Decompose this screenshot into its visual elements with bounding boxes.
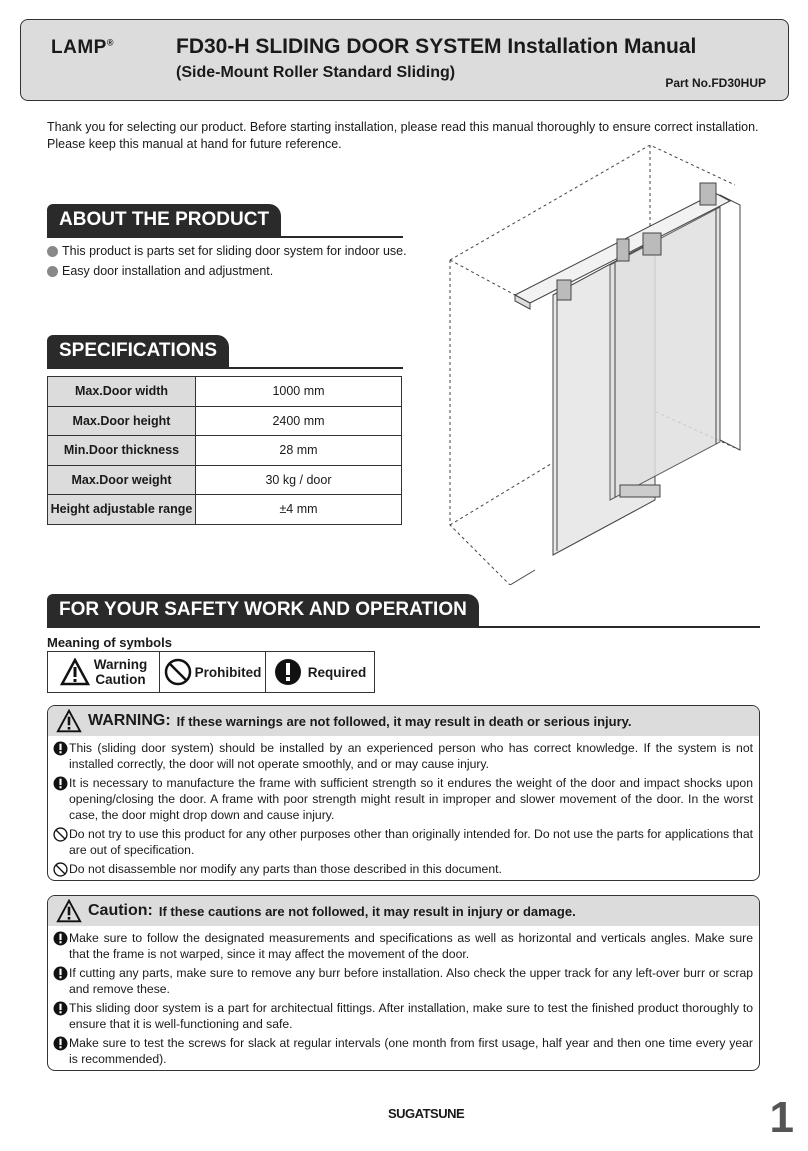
spec-label: Min.Door thickness xyxy=(48,436,196,466)
required-symbol xyxy=(266,652,374,692)
list-item-text: This (sliding door system) should be installed by an experienced person who has correct knowledge. If the system is not installed correctly, the door will not operate smoothly, and or may cause injury. xyxy=(69,741,753,771)
specs-heading: SPECIFICATIONS xyxy=(47,335,229,367)
header-banner xyxy=(20,19,789,101)
list-item-text: It is necessary to manufacture the frame with sufficient strength so it endures the weight of the door and impact shocks upon opening/closing the door. A frame with poor strength might result in improper and slower movement of the door. In the worst case, the door might drop down and cause injury. xyxy=(69,776,753,822)
list-item-text: This sliding door system is a part for architectual fittings. After installation, make sure to test the finished product thoroughly to ensure that it is well-functioning and safe. xyxy=(69,1001,753,1031)
caution-box-header xyxy=(48,896,759,926)
about-item: This product is parts set for sliding door system for indoor use. xyxy=(47,241,407,261)
table-row xyxy=(48,436,402,466)
required-icon xyxy=(52,741,69,756)
list-item-text: Make sure to test the screws for slack at regular intervals (one month from first usage, half year and then one time every year is recommended). xyxy=(69,1036,753,1066)
about-divider xyxy=(47,236,403,238)
logo-registered-mark: ® xyxy=(106,37,114,48)
bullet-icon xyxy=(47,266,58,277)
spec-value: ±4 mm xyxy=(196,495,402,525)
warning-subtitle: If these warnings are not followed, it may result in death or serious injury. xyxy=(176,713,632,729)
caution-list xyxy=(48,926,759,1074)
required-icon xyxy=(52,1001,69,1016)
warning-caution-symbol xyxy=(48,652,160,692)
caution-box xyxy=(47,895,760,1071)
list-item xyxy=(52,1035,753,1067)
table-row xyxy=(48,377,402,407)
required-label: Required xyxy=(307,664,367,680)
list-item xyxy=(52,775,753,823)
about-item: Easy door installation and adjustment. xyxy=(47,261,407,281)
specs-table xyxy=(47,376,402,525)
required-icon xyxy=(274,658,302,686)
safety-divider xyxy=(47,626,760,628)
spec-value: 30 kg / door xyxy=(196,465,402,495)
bullet-icon xyxy=(47,246,58,257)
table-row xyxy=(48,465,402,495)
table-row xyxy=(48,406,402,436)
intro-line-1: Thank you for selecting our product. Before starting installation, please read this manual thoroughly to ensure correct installation. xyxy=(47,120,759,134)
lamp-logo xyxy=(51,37,114,59)
intro-line-2: Please keep this manual at hand for future reference. xyxy=(47,137,342,151)
sugatsune-logo: SUGATSUNE xyxy=(388,1106,465,1121)
required-icon xyxy=(52,966,69,981)
required-icon xyxy=(52,776,69,791)
caution-subtitle: If these cautions are not followed, it may result in injury or damage. xyxy=(158,903,576,919)
table-row xyxy=(48,495,402,525)
list-item-text: Make sure to follow the designated measurements and specifications as well as horizontal and verticals angles. Make sure that the frame is not warped, since it may affect the movement of the door. xyxy=(69,931,753,961)
list-item-text: Do not disassemble nor modify any parts than those described in this document. xyxy=(69,862,502,876)
list-item-text: Do not try to use this product for any other purposes other than originally intended for. Do not use the parts for applications that are out of specification. xyxy=(69,827,753,857)
caution-triangle-icon xyxy=(56,899,82,923)
spec-label: Height adjustable range xyxy=(48,495,196,525)
caution-label: Caution xyxy=(95,672,146,687)
logo-text: LAMP xyxy=(51,37,107,58)
list-item xyxy=(52,930,753,962)
prohibited-label: Prohibited xyxy=(194,664,262,680)
about-list xyxy=(47,241,407,281)
list-item xyxy=(52,861,753,877)
symbols-legend xyxy=(47,651,375,693)
part-number: Part No.FD30HUP xyxy=(665,76,766,90)
spec-label: Max.Door width xyxy=(48,377,196,407)
spec-value: 1000 mm xyxy=(196,377,402,407)
prohibited-icon xyxy=(164,658,192,686)
warning-label: Warning xyxy=(93,657,148,672)
warning-box xyxy=(47,705,760,881)
list-item xyxy=(52,740,753,772)
about-heading: ABOUT THE PRODUCT xyxy=(47,204,281,236)
required-icon xyxy=(52,931,69,946)
list-item xyxy=(52,1000,753,1032)
spec-label: Max.Door height xyxy=(48,406,196,436)
sliding-door-illustration xyxy=(445,145,785,585)
spec-label: Max.Door weight xyxy=(48,465,196,495)
list-item xyxy=(52,826,753,858)
spec-value: 28 mm xyxy=(196,436,402,466)
page-subtitle: (Side-Mount Roller Standard Sliding) xyxy=(176,64,456,81)
warning-list xyxy=(48,736,759,884)
safety-heading: FOR YOUR SAFETY WORK AND OPERATION xyxy=(47,594,479,626)
prohibited-icon xyxy=(52,827,69,842)
page-title: FD30-H SLIDING DOOR SYSTEM Installation Manual xyxy=(176,35,697,58)
warning-triangle-icon xyxy=(56,709,82,733)
specs-divider xyxy=(47,367,403,369)
list-item xyxy=(52,965,753,997)
prohibited-symbol xyxy=(160,652,266,692)
spec-value: 2400 mm xyxy=(196,406,402,436)
prohibited-icon xyxy=(52,862,69,877)
required-icon xyxy=(52,1036,69,1051)
warning-box-header xyxy=(48,706,759,736)
caution-title: Caution: xyxy=(88,902,153,919)
warning-triangle-icon xyxy=(60,658,90,686)
list-item-text: If cutting any parts, make sure to remove any burr before installation. Also check the upper track for any left-over burr or scrap and remove these. xyxy=(69,966,753,996)
meaning-of-symbols-label: Meaning of symbols xyxy=(47,635,172,650)
warning-title: WARNING: xyxy=(88,712,171,729)
page-number: 1 xyxy=(769,1093,794,1142)
